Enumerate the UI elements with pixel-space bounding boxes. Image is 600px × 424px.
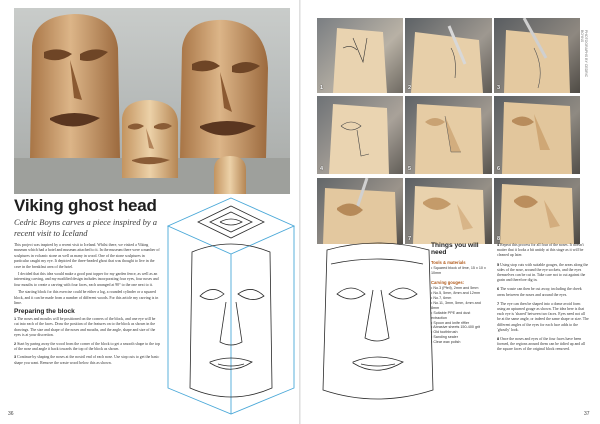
list-item: • No.3 (Pfeil), 2mm and 5mm <box>431 286 487 291</box>
step-1: 1 The noses and mouths will be positioned on the corners of the block, and one eye will be cut into each of the faces. Draw the position of the features on to the block as shown in the drawings. The size and shape of the noses and mouths, and the angle, shape and size of the eyes is at your discretion. <box>14 315 156 338</box>
step-2: 2 Start by paring away the wood from the corner of the block to get a smooth shape to the top of the nose and angle it back towards the top of the block as shown. <box>14 340 160 351</box>
article-body-left <box>14 243 160 368</box>
step-photo-6 <box>494 96 580 174</box>
face-drawing <box>317 238 437 408</box>
list-item: • Abrasive sheets 150-400 grit <box>431 325 487 330</box>
step-6: 6 The waste can then be cut away, including the cheek areas between the noses and around the eyes. <box>497 286 582 297</box>
gouges-heading: Carving gouges: <box>431 280 465 286</box>
list-item: • No.5, 5mm, 8mm and 12mm <box>431 291 487 296</box>
list-item: • Spoon and knife riffler <box>431 321 487 326</box>
tools-heading: Things you will need <box>431 242 479 257</box>
photo-number: 3 <box>497 85 501 91</box>
list-item: • Old toothbrush <box>431 330 487 335</box>
photo-number: 5 <box>408 166 412 172</box>
step-photo-7 <box>405 178 492 244</box>
step-photo-3 <box>494 18 580 93</box>
step-4: 4 Repeat this process for all four of the noses. It doesn't matter that it looks a bit untidy at this stage as it will be cleaned up later. <box>497 242 584 258</box>
photo-number: 4 <box>320 166 324 172</box>
step-7: 7 The eye can then be shaped into a dome avoid form using an upturned gouge as shown. The idea here is that each eye is 'shared' between two faces. Eyes need not all be at the same angle, or indeed the same shape or size. The different angles of the eyes for each face adds to the 'ghostly' look. <box>497 300 589 332</box>
step-photo-7a <box>317 178 403 244</box>
page-number-right: 37 <box>584 411 590 417</box>
article-body-right <box>497 242 589 356</box>
list-item: • No.11, 3mm, 5mm, 4mm and 8mm <box>431 301 487 311</box>
materials-list <box>431 266 487 276</box>
step-photo-4 <box>317 96 403 174</box>
list-item: • Squared block of lime, 15 x 10 x 10mm <box>431 266 487 276</box>
gouges-list <box>431 286 487 345</box>
step-8: 8 Once the noses and eyes of the four faces have been formed, the regions around them can be tidied up and all the square faces of the original block removed. <box>497 336 586 352</box>
step-photo-5 <box>405 96 492 174</box>
list-item: • Sanding sealer <box>431 335 487 340</box>
article-title: Viking ghost head <box>14 196 157 215</box>
step-photo-2 <box>405 18 492 93</box>
article-standfirst: Cedric Boyns carves a piece inspired by a recent visit to Iceland <box>14 217 157 238</box>
page-number-left: 36 <box>8 411 14 417</box>
carving-diagram <box>160 192 302 418</box>
step-photo-1 <box>317 18 403 93</box>
section-heading: Preparing the block <box>14 308 75 316</box>
intro-paragraph: The starting block for this exercise could be either a log, a rounded cylinder or a squared block, and it can be made from a number of different woods. For this article my carving is in lime. <box>14 290 159 306</box>
list-item: • No.7, 6mm <box>431 296 487 301</box>
carved-heads-image <box>14 8 290 194</box>
intro-paragraph: This project was inspired by a recent visit to Iceland. Whilst there, we visited a Viking museum which had a hotel and museum attached to it. In the museum there were a number of sculptures in volcanic stone as well as many in wood. One of the stone sculptures in particular caught my eye. It depicted the three-headed ghost that was thought to live in the cave in the breakfast area of the hotel. <box>14 243 160 269</box>
photo-number: 6 <box>497 166 501 172</box>
step-3: 3 Continue by shaping the noses at the nostril end of each nose. Use stop cuts to get the basic shape you want. Remove the waste wood below this as shown. <box>14 354 160 365</box>
photo-number: 8 <box>497 236 501 242</box>
step-5: 5 Using stop cuts with suitable gouges, the areas along the sides of the nose, around the eye sockets, and the eyes themselves can be cut in. Take care not to cut against the grain and therefore dig in. <box>497 261 589 283</box>
list-item: • Clear wax polish <box>431 340 487 345</box>
photo-number: 7 <box>408 236 412 242</box>
materials-heading: Tools & materials <box>431 260 466 266</box>
list-item: • Suitable PPE and dust extraction <box>431 311 487 321</box>
intro-paragraph: I decided that this idea would make a good post topper for my garden fence, as well as an interesting carving, and my modified design includes incorporating four eyes, four noses and four mouths to create a carving with four faces, each arranged at 90° to the one next to it. <box>14 272 159 287</box>
hero-photo-carved-heads <box>14 8 290 194</box>
things-you-will-need-box <box>431 242 487 345</box>
photo-credit: PHOTOGRAPHS BY CEDRIC BOYNS <box>580 30 588 78</box>
step-photo-8 <box>494 178 580 244</box>
photo-number: 2 <box>408 85 412 91</box>
photo-number: 1 <box>320 85 324 91</box>
